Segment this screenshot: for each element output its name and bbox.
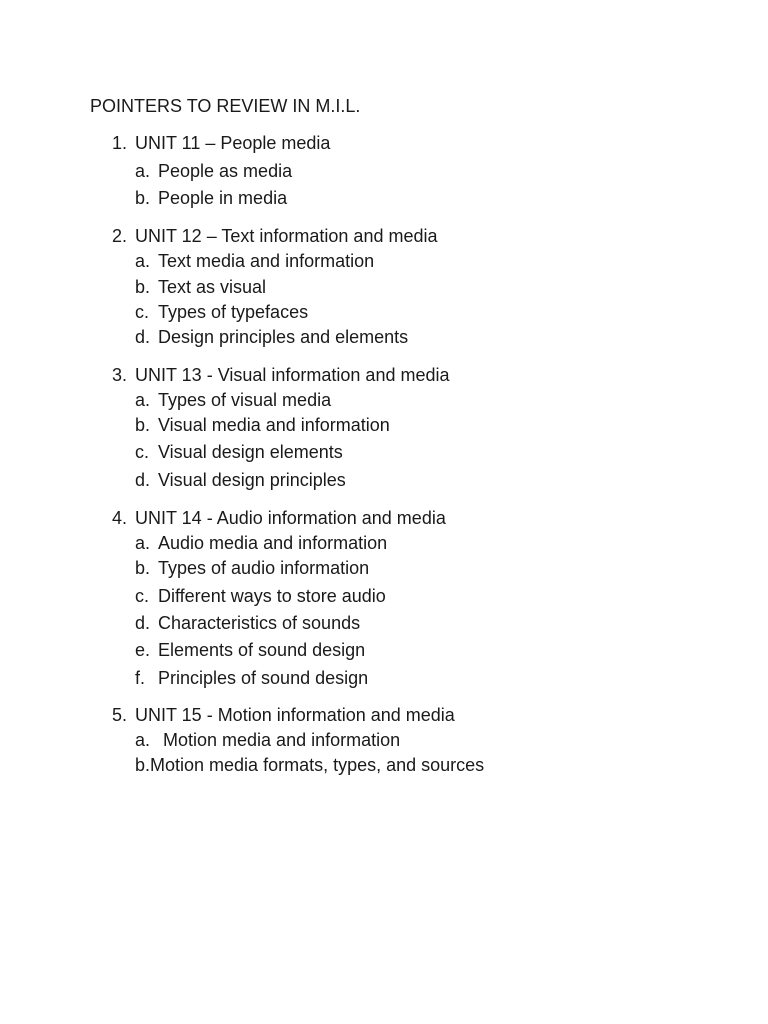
unit-title: UNIT 15 - Motion information and media: [135, 705, 455, 725]
item-letter: d.: [135, 470, 151, 490]
item-letter: c.: [135, 302, 150, 322]
item-letter: b.: [135, 188, 151, 208]
item-text: Visual design principles: [158, 470, 346, 490]
item-text: Motion media formats, types, and sources: [150, 755, 485, 775]
item-letter: b.: [135, 558, 151, 578]
item-text: Audio media and information: [158, 533, 388, 553]
unit-number: 3.: [112, 365, 128, 385]
unit-title: UNIT 14 - Audio information and media: [135, 508, 446, 528]
item-letter: f.: [135, 668, 146, 688]
item-letter: a.: [135, 390, 151, 410]
unit-number: 1.: [112, 133, 128, 153]
item-letter: b.: [135, 755, 151, 775]
item-text: Elements of sound design: [158, 640, 366, 660]
item-text: Characteristics of sounds: [158, 613, 361, 633]
item-text: People as media: [158, 161, 293, 181]
item-letter: b.: [135, 415, 151, 435]
unit-number: 2.: [112, 226, 128, 246]
document-title: POINTERS TO REVIEW IN M.I.L.: [90, 96, 361, 116]
item-letter: d.: [135, 613, 151, 633]
item-text: Types of visual media: [158, 390, 332, 410]
unit-title: UNIT 13 - Visual information and media: [135, 365, 450, 385]
item-text: Design principles and elements: [158, 327, 409, 347]
item-letter: a.: [135, 251, 151, 271]
item-text: Types of typefaces: [158, 302, 309, 322]
item-text: Different ways to store audio: [158, 586, 386, 606]
unit-title: UNIT 12 – Text information and media: [135, 226, 438, 246]
unit-title: UNIT 11 – People media: [135, 133, 331, 153]
item-inline: [135, 755, 484, 776]
unit-number: 4.: [112, 508, 128, 528]
item-letter: d.: [135, 327, 151, 347]
item-text: People in media: [158, 188, 288, 208]
item-letter: e.: [135, 640, 151, 660]
item-letter: a.: [135, 533, 151, 553]
item-letter: b.: [135, 277, 151, 297]
item-text: Motion media and information: [158, 730, 401, 750]
item-letter: c.: [135, 586, 150, 606]
item-text: Visual design elements: [158, 442, 343, 462]
item-text: Principles of sound design: [158, 668, 369, 688]
item-text: Text media and information: [158, 251, 375, 271]
item-text: Visual media and information: [158, 415, 390, 435]
item-letter: a.: [135, 161, 151, 181]
item-letter: a.: [135, 730, 151, 750]
item-letter: c.: [135, 442, 150, 462]
unit-number: 5.: [112, 705, 128, 725]
item-text: Types of audio information: [158, 558, 370, 578]
item-text: Text as visual: [158, 277, 267, 297]
